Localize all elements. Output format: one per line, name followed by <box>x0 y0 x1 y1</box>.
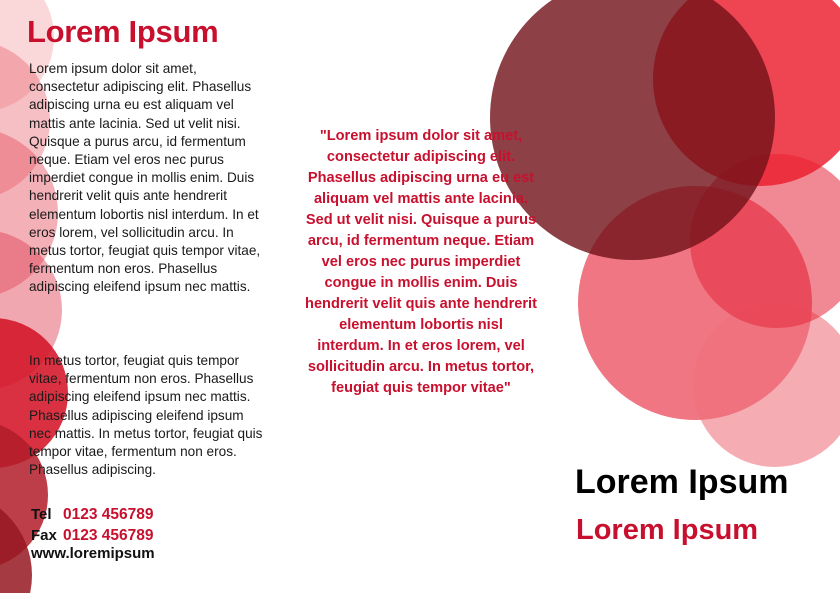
decor-circle <box>693 303 840 467</box>
fax-line <box>31 527 154 545</box>
tel-label: Tel <box>31 506 52 523</box>
fax-number: 0123 456789 <box>63 527 154 544</box>
fax-label: Fax <box>31 527 57 544</box>
tel-number: 0123 456789 <box>63 506 154 523</box>
website-link[interactable]: www.loremipsum <box>31 545 155 562</box>
left-panel-title: Lorem Ipsum <box>27 14 219 49</box>
pull-quote: "Lorem ipsum dolor sit amet, consectetur adipiscing elit. Phasellus adipiscing urna eu est aliquam vel mattis ante lacinia. Sed ut velit nisi. Quisque a purus arcu, id fermentum neque. Etiam vel eros nec purus imperdiet congue in mollis enim. Duis hendrerit velit quis ante hendrerit elementum lobortis nisl interdum. In et eros lorem, vel sollicitudin arcu. In metus tortor, feugiat quis tempor vitae" <box>305 128 537 396</box>
tel-line <box>31 506 154 524</box>
cover-title: Lorem Ipsum <box>575 463 789 501</box>
cover-subtitle: Lorem Ipsum <box>576 514 759 546</box>
left-paragraph-1: Lorem ipsum dolor sit amet, consectetur adipiscing elit. Phasellus adipiscing urna eu est aliquam vel mattis ante lacinia. Sed ut velit nisi. Quisque a purus arcu, id fermentum neque. Etiam vel eros nec purus imperdiet congue in mollis enim. Duis hendrerit velit quis ante hendrerit elementum lobortis nisl interdum. In et eros lorem, vel sollicitudin arcu. In metus tortor, feugiat quis tempor vitae, fermentum non eros. Phasellus adipiscing eleifend ipsum nec mattis. <box>29 61 261 295</box>
left-paragraph-2: In metus tortor, feugiat quis tempor vitae, fermentum non eros. Phasellus adipiscing eleifend ipsum nec mattis. Phasellus adipiscing eleifend ipsum nec mattis. In metus tortor, feugiat quis tempor vitae, fermentum non eros. Phasellus adipiscing. <box>29 353 263 478</box>
